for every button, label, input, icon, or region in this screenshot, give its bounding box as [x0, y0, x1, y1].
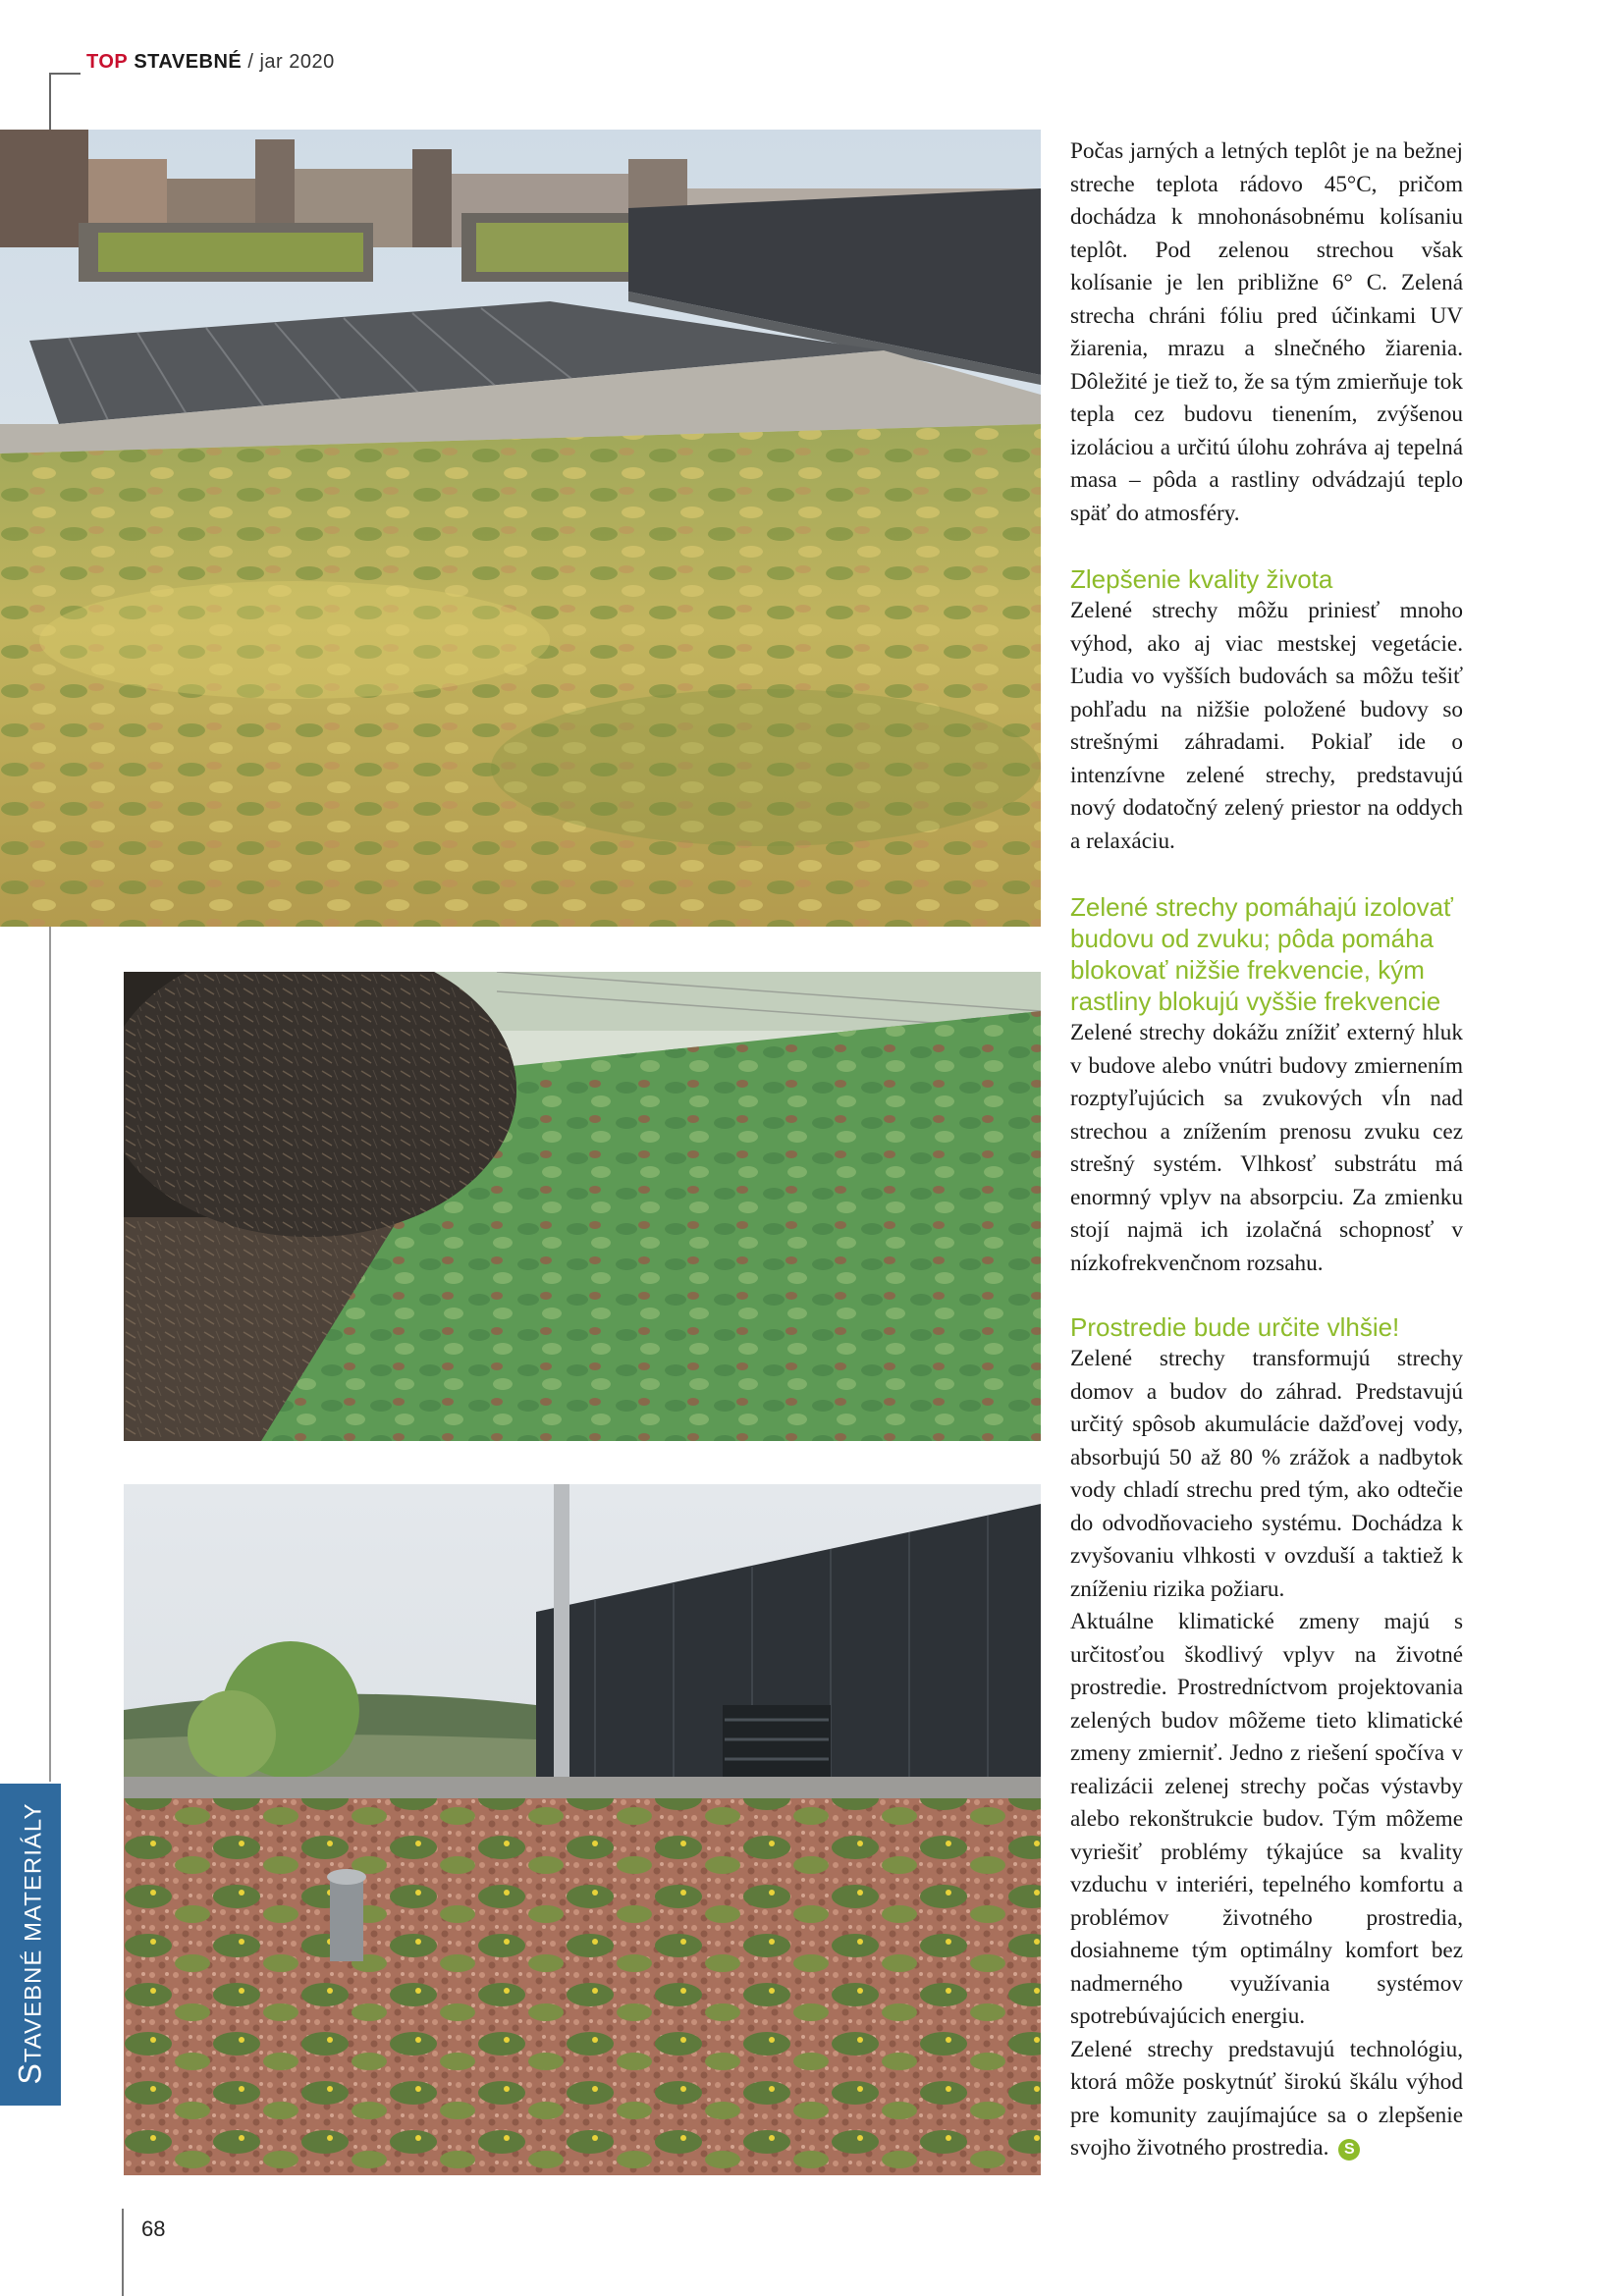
end-mark-icon: S — [1338, 2139, 1360, 2161]
header-separator: / — [242, 51, 260, 73]
section-paragraph: Zelené strechy dokážu znížiť externý hluk v budove alebo vnútri budovy zmiernením rozptyľujúcich sa zvukových vĺn nad strechou a znížením prenosu zvuku cez strešný systém. Vlhkosť substrátu má enormný vplyv na absorpciu. Za zmienku stojí najmä ich izolačná schopnosť v nízkofrekvenčnom rozsahu. — [1070, 1020, 1463, 1276]
intro-paragraph: Počas jarných a letných teplôt je na bežnej streche teplota rádovo 45°C, pričom dochádza k mnohonásobnému kolísaniu teplôt. Pod zelenou strechou však kolísanie je len približne 6° C. Zelená strecha chráni fóliu pred účinkami UV žiarenia, mrazu a slnečného žiarenia. Dôležité je tiež to, že sa tým zmierňuje tok tepla cez budovu tienením, zvýšenou izoláciou a určitú úlohu zohráva aj tepelná masa – pôda a rastliny odvádzajú teplo späť do atmosféry. — [1070, 138, 1463, 526]
margin-rule-bottom — [122, 2209, 124, 2296]
section-paragraph: Zelené strechy môžu priniesť mnoho výhod, ako aj viac mestskej vegetácie. Ľudia vo vyšších budovách sa môžu tešiť pohľadu na nižšie položené budovy so strešnými záhradami. Pokiaľ ide o intenzívne zelené strechy, predstavujú nový dodatočný zelený priestor na oddych a relaxáciu. — [1070, 598, 1463, 854]
page-number: 68 — [141, 2216, 166, 2241]
section-paragraph: Zelené strechy transformujú strechy domov a budov do záhrad. Predstavujú určitý spôsob akumulácie dažďovej vody, absorbujú 50 až 80 % zrážok a nadbytok vody chladí strechu pred tým, ako odtečie do odvodňovacieho systému. Dochádza k zvyšovaniu vlhkosti v ovzduší a taktiež k zníženiu rizika požiaru. — [1070, 1346, 1463, 1602]
photo-green-roof-city — [0, 130, 1041, 927]
running-header — [86, 51, 335, 74]
section-tab-rule — [0, 1782, 61, 1784]
margin-rule-middle — [49, 923, 51, 1787]
section-paragraph: Aktuálne klimatické zmeny majú s určitosťou škodlivý vplyv na životné prostredie. Prostredníctvom projektovania zelených budov môžeme tieto klimatické zmeny zmierniť. Jedno z riešení spočíva v realizácii zelenej strechy počas výstavby alebo rekonštrukcie budov. Tým môžeme vyriešiť problémy týkajúce sa kvality vzduchu v interiéri, tepelného komfortu a problémov životného prostredia, dosiahneme tým optimálny komfort bez nadmerného využívania systémov spotrebúvajúcich energiu. — [1070, 1609, 1463, 2029]
closing-paragraph: Zelené strechy predstavujú technológiu, ktorá môže poskytnúť širokú škálu výhod pre komunity zaujímajúce sa o zlepšenie svojho životného prostredia. S — [1070, 2036, 1463, 2161]
header-rule — [49, 73, 81, 75]
header-brand-name: STAVEBNÉ — [134, 51, 243, 73]
section-tab-label: STAVEBNÉ MATERIÁLY — [12, 1802, 48, 2085]
section-heading-quality-of-life: Zlepšenie kvality života — [1070, 564, 1333, 594]
header-brand: TOP — [86, 51, 129, 73]
section-heading-humidity: Prostredie bude určite vlhšie! — [1070, 1312, 1400, 1342]
section-heading-sound-insulation: Zelené strechy pomáhajú izolovať budovu od zvuku; pôda pomáha blokovať nižšie frekvencie, kým rastliny blokujú vyššie frekvencie — [1070, 892, 1453, 1016]
photo-vegetation-mat-roll — [124, 972, 1041, 1441]
header-issue: jar 2020 — [259, 51, 335, 73]
article-text-column — [1070, 135, 1463, 2165]
margin-rule-top — [49, 73, 51, 132]
photo-extensive-green-roof — [124, 1484, 1041, 2175]
